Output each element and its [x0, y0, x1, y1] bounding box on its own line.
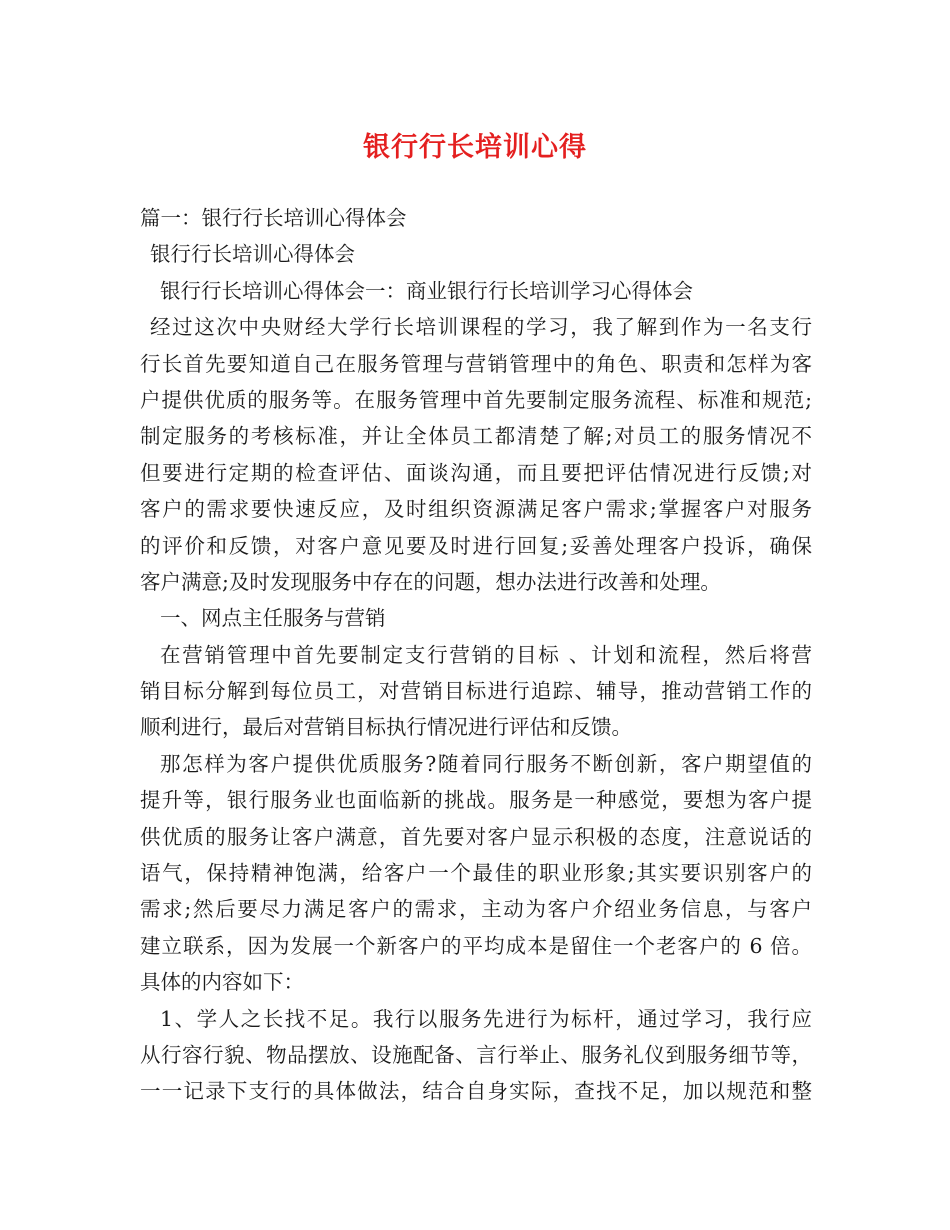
document-title: 银行行长培训心得 — [363, 132, 587, 163]
paragraph-line: 供优质的服务让客户满意，首先要对客户显示积极的态度，注意说话的 — [140, 824, 812, 849]
document-body — [140, 200, 812, 1110]
paragraph-line: 户提供优质的服务等。在服务管理中首先要制定服务流程、标准和规范; — [140, 387, 812, 412]
paragraph-line: 在营销管理中首先要制定支行营销的目标 、计划和流程，然后将营 — [160, 642, 812, 667]
paragraph-line: 具体的内容如下： — [140, 970, 304, 995]
paragraph-line: 需求;然后要尽力满足客户的需求，主动为客户介绍业务信息，与客户 — [140, 897, 812, 922]
paragraph-line: 顺利进行，最后对营销目标执行情况进行评估和反馈。 — [140, 715, 632, 740]
paragraph-line: 销目标分解到每位员工，对营销目标进行追踪、辅导，推动营销工作的 — [140, 679, 812, 704]
paragraph-line: 但要进行定期的检查评估、面谈沟通，而且要把评估情况进行反馈;对 — [140, 460, 812, 485]
paragraph-line: 客户满意;及时发现服务中存在的问题，想办法进行改善和处理。 — [140, 569, 721, 594]
paragraph-line: 从行容行貌、物品摆放、设施配备、言行举止、服务礼仪到服务细节等， — [140, 1042, 812, 1067]
paragraph-line: 经过这次中央财经大学行长培训课程的学习，我了解到作为一名支行 — [150, 315, 812, 340]
paragraph-line: 银行行长培训心得体会一：商业银行行长培训学习心得体会 — [160, 278, 693, 303]
paragraph-line: 行长首先要知道自己在服务管理与营销管理中的角色、职责和怎样为客 — [140, 351, 812, 376]
paragraph-line: 银行行长培训心得体会 — [150, 242, 355, 267]
paragraph-line: 客户的需求要快速反应，及时组织资源满足客户需求;掌握客户对服务 — [140, 497, 812, 522]
paragraph-line: 一一记录下支行的具体做法，结合自身实际，查找不足，加以规范和整 — [140, 1079, 812, 1104]
paragraph-line: 提升等，银行服务业也面临新的挑战。服务是一种感觉，要想为客户提 — [140, 788, 812, 813]
paragraph-line: 的评价和反馈，对客户意见要及时进行回复;妥善处理客户投诉，确保 — [140, 533, 812, 558]
paragraph-line: 制定服务的考核标准，并让全体员工都清楚了解;对员工的服务情况不 — [140, 424, 812, 449]
paragraph-line: 一、网点主任服务与营销 — [160, 606, 386, 631]
paragraph-line: 篇一：银行行长培训心得体会 — [140, 206, 407, 230]
paragraph-line: 语气，保持精神饱满，给客户一个最佳的职业形象;其实要识别客户的 — [140, 861, 812, 886]
paragraph-line: 1、学人之长找不足。我行以服务先进行为标杆，通过学习，我行应 — [160, 1006, 812, 1031]
paragraph-line: 建立联系，因为发展一个新客户的平均成本是留住一个老客户的 6 倍。 — [140, 933, 812, 958]
paragraph-line: 那怎样为客户提供优质服务?随着同行服务不断创新，客户期望值的 — [160, 751, 812, 776]
